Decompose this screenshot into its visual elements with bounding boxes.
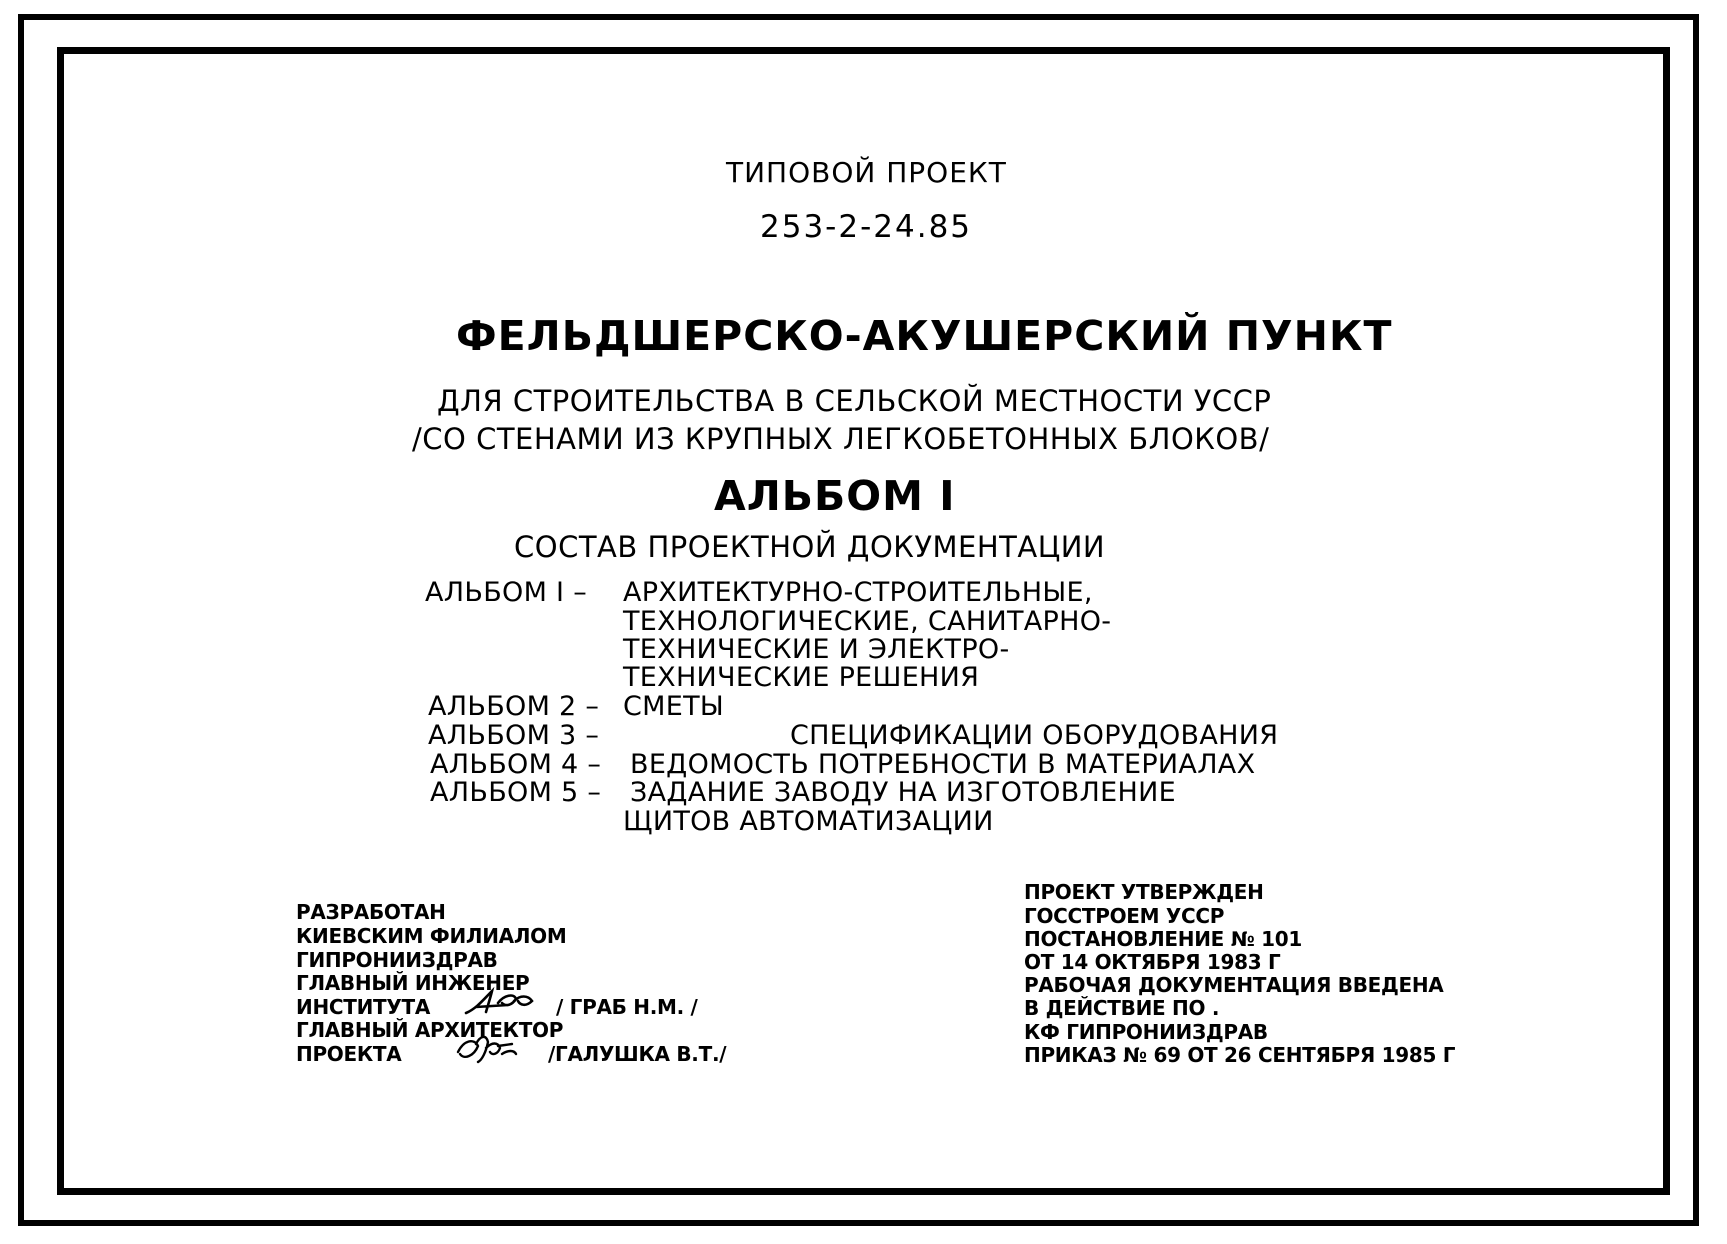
album-title: АЛЬБОМ I bbox=[714, 472, 956, 520]
document-title: ФЕЛЬДШЕРСКО-АКУШЕРСКИЙ ПУНКТ bbox=[456, 312, 1393, 360]
album-1-line-3: ТЕХНИЧЕСКИЕ И ЭЛЕКТРО- bbox=[623, 634, 1010, 665]
album-4-line-1: ВЕДОМОСТЬ ПОТРЕБНОСТИ В МАТЕРИАЛАХ bbox=[630, 749, 1256, 780]
chief-engineer-signature-icon bbox=[462, 985, 540, 1019]
project-code: 253-2-24.85 bbox=[760, 209, 973, 245]
chief-architect-name: /ГАЛУШКА В.Т./ bbox=[548, 1042, 727, 1066]
album-2-line-1: СМЕТЫ bbox=[623, 691, 725, 722]
album-5-line-1: ЗАДАНИЕ ЗАВОДУ НА ИЗГОТОВЛЕНИЕ bbox=[630, 777, 1176, 808]
approved-line-7: КФ ГИПРОНИИЗДРАВ bbox=[1024, 1020, 1268, 1044]
album-1-line-1: АРХИТЕКТУРНО-СТРОИТЕЛЬНЫЕ, bbox=[623, 577, 1093, 608]
contents-heading: СОСТАВ ПРОЕКТНОЙ ДОКУМЕНТАЦИИ bbox=[514, 530, 1106, 564]
developed-line-1: РАЗРАБОТАН bbox=[296, 900, 446, 924]
approved-line-1: ПРОЕКТ УТВЕРЖДЕН bbox=[1024, 880, 1264, 904]
developed-line-2: КИЕВСКИМ ФИЛИАЛОМ bbox=[296, 924, 567, 948]
approved-line-5: РАБОЧАЯ ДОКУМЕНТАЦИЯ ВВЕДЕНА bbox=[1024, 973, 1444, 997]
approved-line-8: ПРИКАЗ № 69 ОТ 26 СЕНТЯБРЯ 1985 Г bbox=[1024, 1043, 1456, 1067]
approved-line-6: В ДЕЙСТВИЕ ПО . bbox=[1024, 996, 1220, 1020]
album-1-label: АЛЬБОМ I – bbox=[425, 577, 587, 608]
chief-architect-label: ГЛАВНЫЙ АРХИТЕКТОР bbox=[296, 1018, 564, 1042]
album-1-line-2: ТЕХНОЛОГИЧЕСКИЕ, САНИТАРНО- bbox=[623, 606, 1112, 637]
album-3-line-1: СПЕЦИФИКАЦИИ ОБОРУДОВАНИЯ bbox=[790, 720, 1279, 751]
institute-label: ИНСТИТУТА bbox=[296, 995, 431, 1019]
approved-line-3: ПОСТАНОВЛЕНИЕ № 101 bbox=[1024, 927, 1302, 951]
chief-architect-signature-icon bbox=[452, 1030, 520, 1066]
developed-line-4: ГЛАВНЫЙ ИНЖЕНЕР bbox=[296, 971, 530, 995]
album-1-line-4: ТЕХНИЧЕСКИЕ РЕШЕНИЯ bbox=[623, 662, 980, 693]
chief-engineer-name: / ГРАБ Н.М. / bbox=[556, 995, 698, 1019]
album-5-label: АЛЬБОМ 5 – bbox=[430, 777, 602, 808]
album-5-line-2: ЩИТОВ АВТОМАТИЗАЦИИ bbox=[623, 806, 994, 837]
subtitle-line-1: ДЛЯ СТРОИТЕЛЬСТВА В СЕЛЬСКОЙ МЕСТНОСТИ УССР bbox=[437, 384, 1272, 418]
developed-line-3: ГИПРОНИИЗДРАВ bbox=[296, 948, 498, 972]
approved-line-4: ОТ 14 ОКТЯБРЯ 1983 Г bbox=[1024, 950, 1281, 974]
album-4-label: АЛЬБОМ 4 – bbox=[430, 749, 602, 780]
typical-project-label: ТИПОВОЙ ПРОЕКТ bbox=[726, 156, 1007, 189]
album-2-label: АЛЬБОМ 2 – bbox=[428, 691, 600, 722]
approved-line-2: ГОССТРОЕМ УССР bbox=[1024, 904, 1225, 928]
album-3-label: АЛЬБОМ 3 – bbox=[428, 720, 600, 751]
project-label: ПРОЕКТА bbox=[296, 1042, 402, 1066]
subtitle-line-2: /СО СТЕНАМИ ИЗ КРУПНЫХ ЛЕГКОБЕТОННЫХ БЛОКОВ/ bbox=[412, 422, 1270, 456]
